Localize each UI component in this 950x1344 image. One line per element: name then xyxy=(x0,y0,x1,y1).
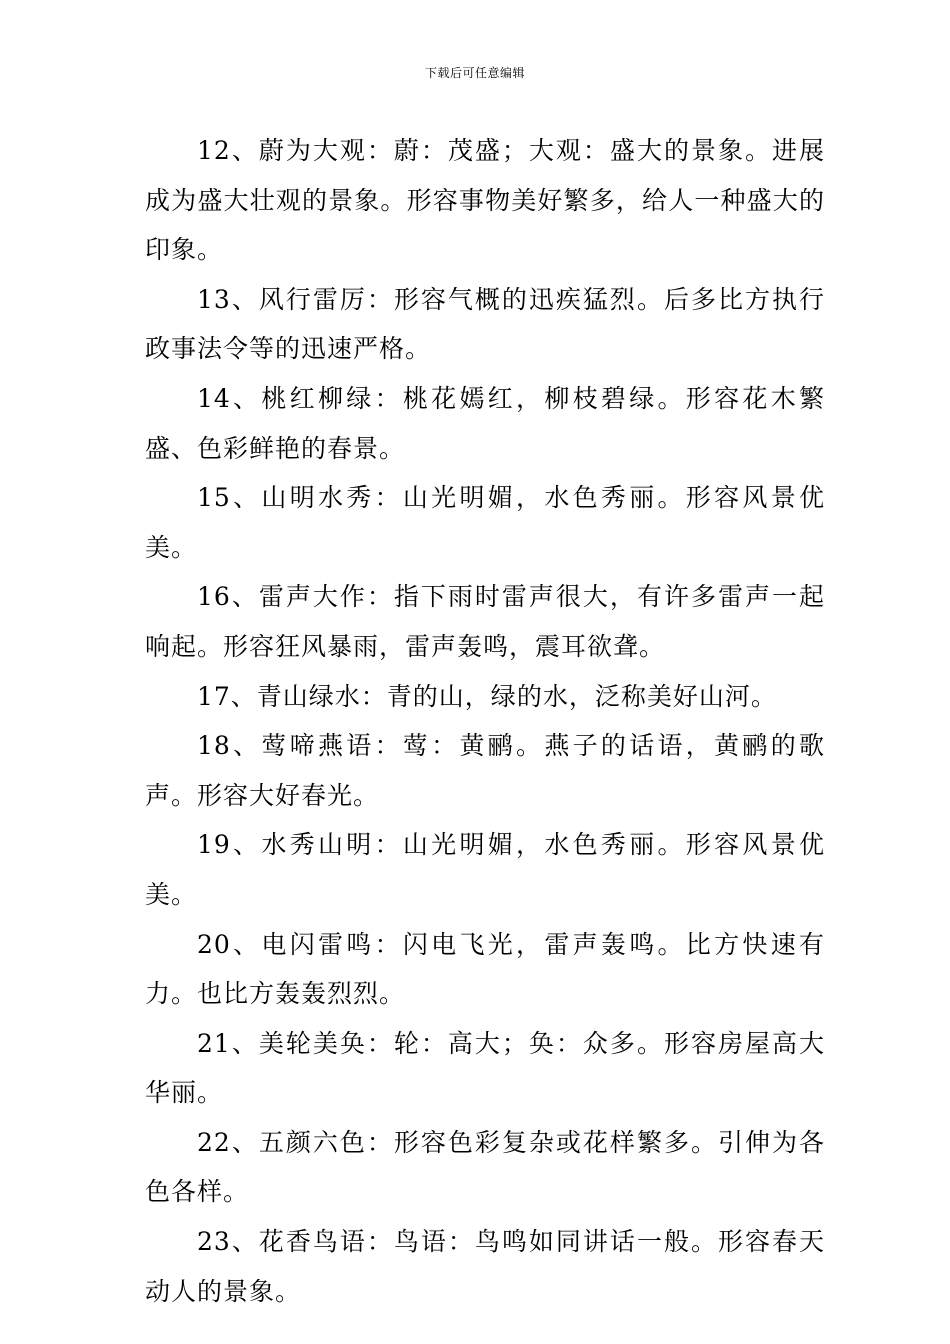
idiom-paragraph-16: 16、雷声大作：指下雨时雷声很大，有许多雷声一起响起。形容狂风暴雨，雷声轰鸣，震耳欲聋。 xyxy=(145,582,825,661)
idiom-paragraph-13: 13、风行雷厉：形容气概的迅疾猛烈。后多比方执行政事法令等的迅速严格。 xyxy=(145,284,825,364)
idiom-paragraph-22: 22、五颜六色：形容色彩复杂或花样繁多。引伸为各色各样。 xyxy=(145,1127,825,1207)
page-header: 下载后可任意编辑 xyxy=(424,66,525,80)
idiom-paragraph-18: 18、莺啼燕语：莺：黄鹂。燕子的话语，黄鹂的歌声。形容大好春光。 xyxy=(145,731,825,810)
idiom-paragraph-14: 14、桃红柳绿：桃花嫣红，柳枝碧绿。形容花木繁盛、色彩鲜艳的春景。 xyxy=(145,383,825,463)
idiom-paragraph-23: 23、花香鸟语：鸟语：鸟鸣如同讲话一般。形容春天动人的景象。 xyxy=(145,1227,825,1306)
idiom-paragraph-19: 19、水秀山明：山光明媚，水色秀丽。形容风景优美。 xyxy=(145,830,825,909)
document-body xyxy=(145,126,825,1316)
idiom-paragraph-17: 17、青山绿水：青的山，绿的水，泛称美好山河。 xyxy=(197,681,777,711)
idiom-paragraph-12: 12、蔚为大观：蔚：茂盛；大观：盛大的景象。进展成为盛大壮观的景象。形容事物美好繁多，给人一种盛大的印象。 xyxy=(145,136,825,265)
idiom-paragraph-15: 15、山明水秀：山光明媚，水色秀丽。形容风景优美。 xyxy=(145,483,825,562)
idiom-paragraph-21: 21、美轮美奂：轮：高大；奂：众多。形容房屋高大华丽。 xyxy=(145,1028,825,1108)
idiom-paragraph-20: 20、电闪雷鸣：闪电飞光，雷声轰鸣。比方快速有力。也比方轰轰烈烈。 xyxy=(145,929,825,1009)
